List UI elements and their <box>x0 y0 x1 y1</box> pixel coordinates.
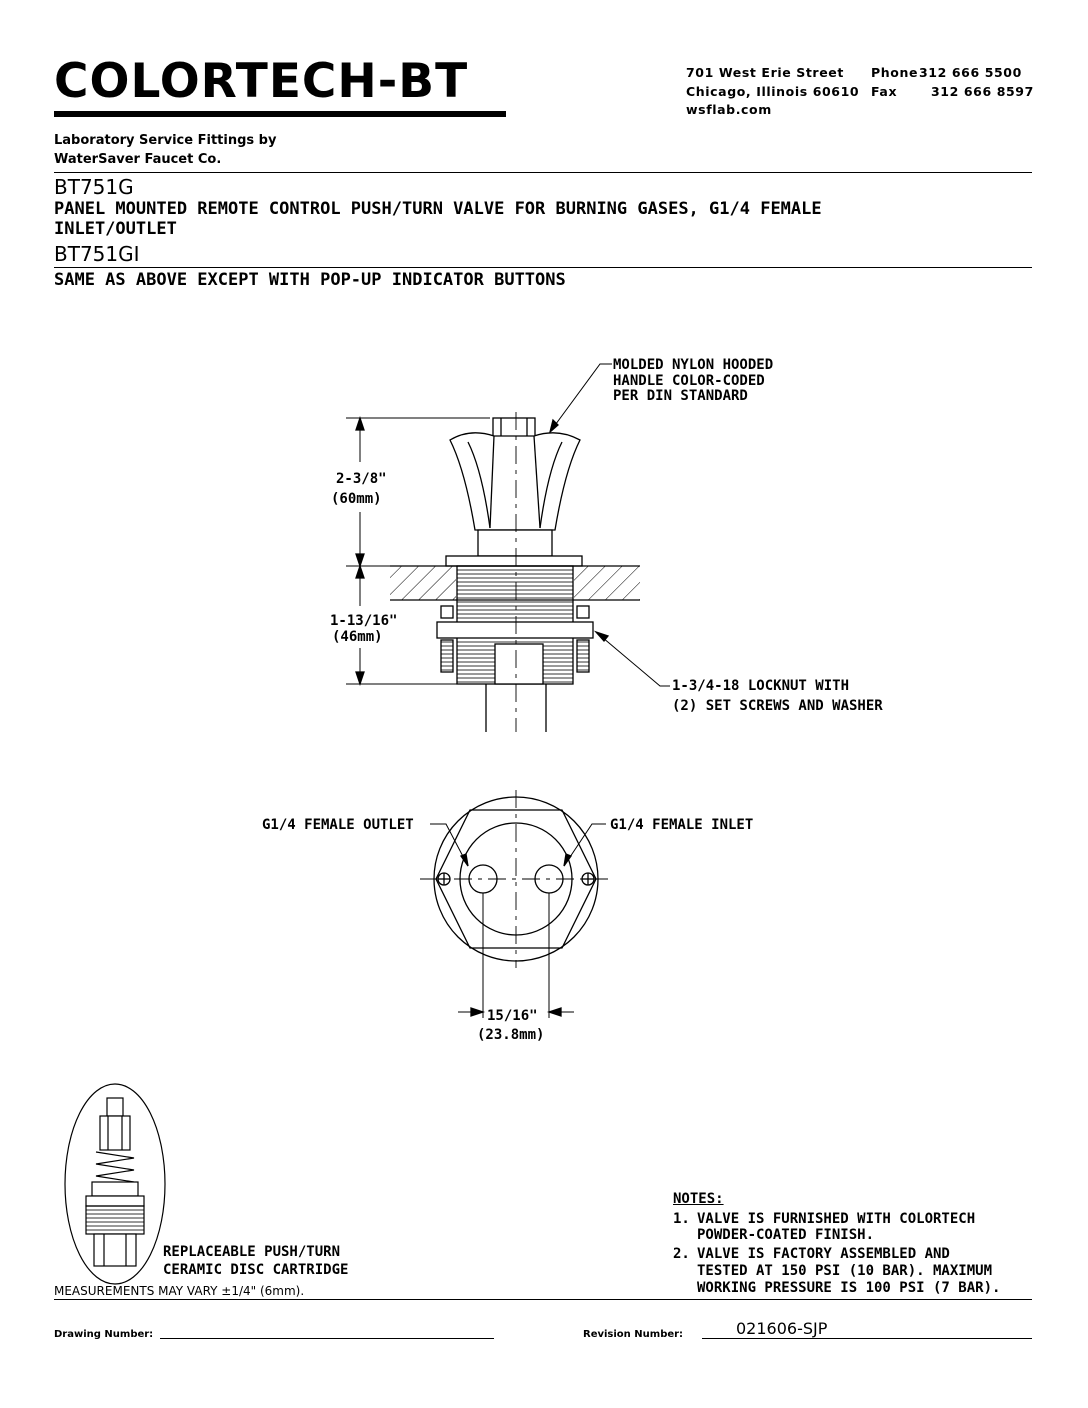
bottom-view <box>420 790 612 1018</box>
note-2-number: 2. <box>673 1246 690 1262</box>
drawing-number-line <box>160 1338 494 1339</box>
brand-logo: COLORTECH-BT <box>54 54 469 109</box>
dimension-lower: 1-13/16" <box>330 613 398 629</box>
handle-callout-1: MOLDED NYLON HOODED <box>613 357 774 373</box>
dimension-upper: 2-3/8" <box>336 471 387 487</box>
phone-number: 312 666 5500 <box>919 65 1022 80</box>
notes-heading: NOTES: <box>673 1191 724 1207</box>
note-2-line-3: WORKING PRESSURE IS 100 PSI (7 BAR). <box>697 1280 1001 1296</box>
model-description-1b: INLET/OUTLET <box>54 219 177 239</box>
footer-rule <box>54 1299 1032 1300</box>
drawing-number-label: Drawing Number: <box>54 1329 154 1340</box>
website: wsflab.com <box>686 102 772 117</box>
revision-number-line <box>702 1338 1032 1339</box>
note-1-number: 1. <box>673 1211 690 1227</box>
handle-callout-3: PER DIN STANDARD <box>613 388 748 404</box>
measurement-note: MEASUREMENTS MAY VARY ±1/4" (6mm). <box>54 1284 305 1298</box>
outlet-callout: G1/4 FEMALE OUTLET <box>262 817 414 833</box>
dimension-upper-metric: (60mm) <box>331 491 382 507</box>
inlet-callout: G1/4 FEMALE INLET <box>610 817 754 833</box>
subtitle-line-1: Laboratory Service Fittings by <box>54 133 277 148</box>
cartridge-callout-1: REPLACEABLE PUSH/TURN <box>163 1244 341 1260</box>
dimension-spacing-metric: (23.8mm) <box>477 1027 545 1043</box>
note-1-line-1: VALVE IS FURNISHED WITH COLORTECH <box>697 1211 976 1227</box>
dimension-spacing: 15/16" <box>487 1008 538 1024</box>
revision-number-label: Revision Number: <box>583 1329 684 1340</box>
phone-label: Phone <box>871 65 919 80</box>
model-description-2: SAME AS ABOVE EXCEPT WITH POP-UP INDICATOR BUTTONS <box>54 270 566 290</box>
locknut-callout-1: 1-3/4-18 LOCKNUT WITH <box>672 678 850 694</box>
fax-label: Fax <box>871 84 898 99</box>
address-line-2: Chicago, Illinois 60610 <box>686 84 860 99</box>
note-2-line-2: TESTED AT 150 PSI (10 BAR). MAXIMUM <box>697 1263 993 1279</box>
model-number-1: BT751G <box>54 175 134 199</box>
model-number-2: BT751GI <box>54 242 140 266</box>
side-view <box>346 364 670 732</box>
handle-callout-2: HANDLE COLOR-CODED <box>613 373 765 389</box>
locknut-callout-2: (2) SET SCREWS AND WASHER <box>672 698 883 714</box>
model-description-1a: PANEL MOUNTED REMOTE CONTROL PUSH/TURN VALVE FOR BURNING GASES, G1/4 FEMALE <box>54 199 822 219</box>
subtitle-line-2: WaterSaver Faucet Co. <box>54 152 222 167</box>
cartridge-detail <box>65 1084 165 1284</box>
note-1-line-2: POWDER-COATED FINISH. <box>697 1227 875 1243</box>
address-line-1: 701 West Erie Street <box>686 65 844 80</box>
dimension-lower-metric: (46mm) <box>332 629 383 645</box>
note-2-line-1: VALVE IS FACTORY ASSEMBLED AND <box>697 1246 950 1262</box>
fax-number: 312 666 8597 <box>931 84 1034 99</box>
cartridge-callout-2: CERAMIC DISC CARTRIDGE <box>163 1262 349 1278</box>
revision-number-value: 021606-SJP <box>736 1319 828 1338</box>
